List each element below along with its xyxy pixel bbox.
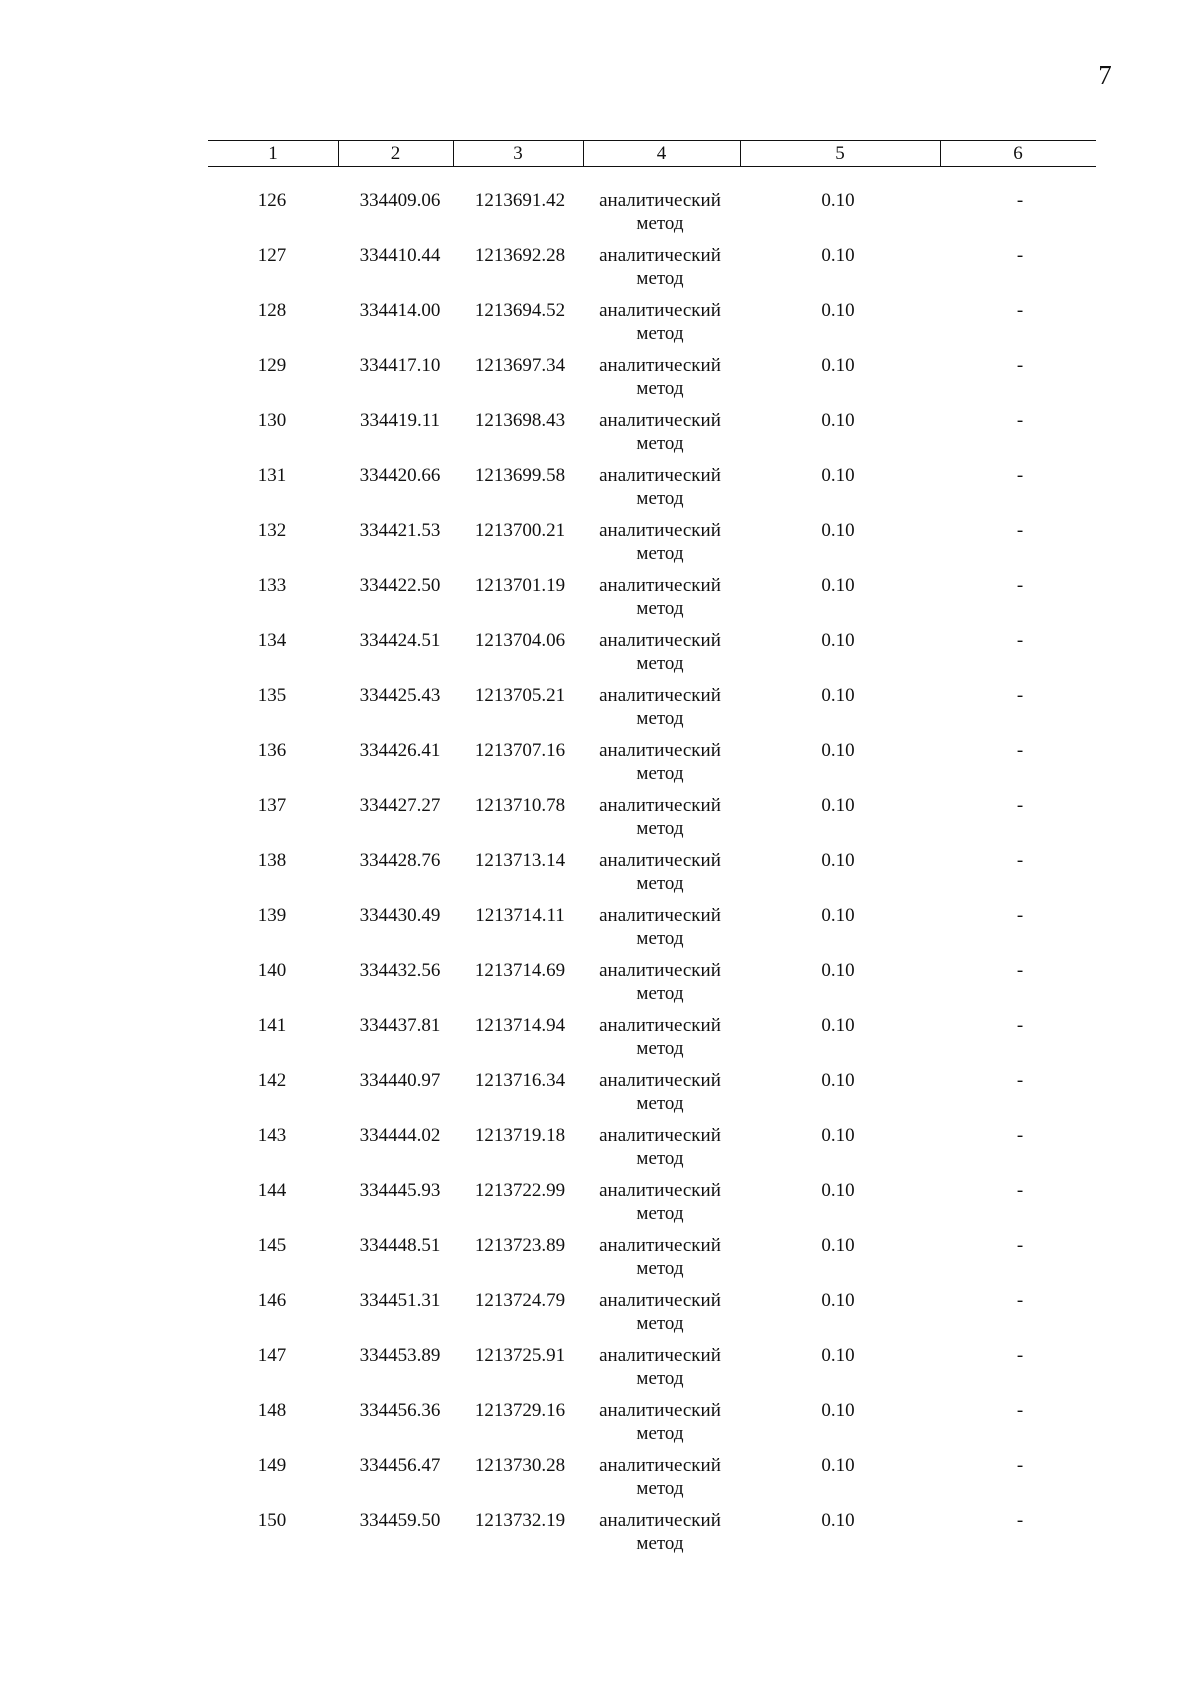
determination-method — [580, 1509, 740, 1555]
y-coordinate: 1213725.91 — [474, 1345, 566, 1366]
determination-method — [580, 904, 740, 950]
y-coordinate: 1213714.94 — [474, 1015, 566, 1036]
y-coordinate: 1213694.52 — [474, 300, 566, 321]
x-coordinate: 334428.76 — [359, 850, 441, 871]
note-value: - — [1016, 1400, 1024, 1421]
method-line-2: метод — [636, 1203, 684, 1224]
determination-method — [580, 794, 740, 840]
determination-method — [580, 1179, 740, 1225]
x-coordinate: 334445.93 — [359, 1180, 441, 1201]
method-line-1: аналитический — [599, 1345, 721, 1366]
point-number: 130 — [257, 410, 287, 431]
table-row — [0, 1509, 1200, 1564]
precision-value: 0.10 — [821, 740, 855, 761]
note-value: - — [1016, 520, 1024, 541]
method-line-1: аналитический — [599, 1290, 721, 1311]
point-number: 132 — [257, 520, 287, 541]
note-value: - — [1016, 1070, 1024, 1091]
table-row — [0, 1014, 1200, 1069]
x-coordinate: 334410.44 — [359, 245, 441, 266]
method-line-2: метод — [636, 983, 684, 1004]
precision-value: 0.10 — [821, 575, 855, 596]
determination-method — [580, 684, 740, 730]
column-header-2: 2 — [390, 143, 401, 164]
y-coordinate: 1213691.42 — [474, 190, 566, 211]
method-line-1: аналитический — [599, 1510, 721, 1531]
y-coordinate: 1213705.21 — [474, 685, 566, 706]
table-row — [0, 739, 1200, 794]
table-row — [0, 1399, 1200, 1454]
note-value: - — [1016, 1015, 1024, 1036]
determination-method — [580, 1234, 740, 1280]
note-value: - — [1016, 410, 1024, 431]
point-number: 127 — [257, 245, 287, 266]
method-line-2: метод — [636, 433, 684, 454]
point-number: 142 — [257, 1070, 287, 1091]
point-number: 138 — [257, 850, 287, 871]
x-coordinate: 334440.97 — [359, 1070, 441, 1091]
determination-method — [580, 354, 740, 400]
method-line-1: аналитический — [599, 1070, 721, 1091]
y-coordinate: 1213697.34 — [474, 355, 566, 376]
determination-method — [580, 1454, 740, 1500]
determination-method — [580, 1014, 740, 1060]
point-number: 144 — [257, 1180, 287, 1201]
point-number: 131 — [257, 465, 287, 486]
method-line-2: метод — [636, 873, 684, 894]
precision-value: 0.10 — [821, 905, 855, 926]
method-line-1: аналитический — [599, 1180, 721, 1201]
note-value: - — [1016, 190, 1024, 211]
precision-value: 0.10 — [821, 465, 855, 486]
point-number: 128 — [257, 300, 287, 321]
table-row — [0, 354, 1200, 409]
note-value: - — [1016, 1125, 1024, 1146]
point-number: 134 — [257, 630, 287, 651]
method-line-2: метод — [636, 1533, 684, 1554]
note-value: - — [1016, 1345, 1024, 1366]
table-row — [0, 189, 1200, 244]
method-line-2: метод — [636, 818, 684, 839]
precision-value: 0.10 — [821, 850, 855, 871]
determination-method — [580, 739, 740, 785]
x-coordinate: 334421.53 — [359, 520, 441, 541]
x-coordinate: 334444.02 — [359, 1125, 441, 1146]
point-number: 126 — [257, 190, 287, 211]
precision-value: 0.10 — [821, 1235, 855, 1256]
table-row — [0, 464, 1200, 519]
table-row — [0, 1344, 1200, 1399]
y-coordinate: 1213723.89 — [474, 1235, 566, 1256]
precision-value: 0.10 — [821, 1290, 855, 1311]
precision-value: 0.10 — [821, 190, 855, 211]
table-row — [0, 244, 1200, 299]
precision-value: 0.10 — [821, 1455, 855, 1476]
method-line-1: аналитический — [599, 520, 721, 541]
precision-value: 0.10 — [821, 1070, 855, 1091]
y-coordinate: 1213729.16 — [474, 1400, 566, 1421]
method-line-1: аналитический — [599, 1400, 721, 1421]
x-coordinate: 334427.27 — [359, 795, 441, 816]
y-coordinate: 1213692.28 — [474, 245, 566, 266]
method-line-2: метод — [636, 488, 684, 509]
note-value: - — [1016, 630, 1024, 651]
y-coordinate: 1213716.34 — [474, 1070, 566, 1091]
method-line-2: метод — [636, 268, 684, 289]
point-number: 129 — [257, 355, 287, 376]
column-header-6: 6 — [1013, 143, 1023, 164]
table-row — [0, 904, 1200, 959]
point-number: 148 — [257, 1400, 287, 1421]
y-coordinate: 1213713.14 — [474, 850, 566, 871]
method-line-1: аналитический — [599, 905, 721, 926]
method-line-1: аналитический — [599, 300, 721, 321]
method-line-1: аналитический — [599, 850, 721, 871]
method-line-2: метод — [636, 1313, 684, 1334]
column-header-5: 5 — [835, 143, 845, 164]
x-coordinate: 334453.89 — [359, 1345, 441, 1366]
determination-method — [580, 1344, 740, 1390]
method-line-2: метод — [636, 1038, 684, 1059]
precision-value: 0.10 — [821, 1345, 855, 1366]
table-body — [0, 189, 1200, 1564]
method-line-1: аналитический — [599, 245, 721, 266]
precision-value: 0.10 — [821, 960, 855, 981]
note-value: - — [1016, 685, 1024, 706]
table-row — [0, 519, 1200, 574]
x-coordinate: 334417.10 — [359, 355, 441, 376]
determination-method — [580, 959, 740, 1005]
determination-method — [580, 1289, 740, 1335]
table-row — [0, 794, 1200, 849]
note-value: - — [1016, 355, 1024, 376]
point-number: 149 — [257, 1455, 287, 1476]
x-coordinate: 334448.51 — [359, 1235, 441, 1256]
determination-method — [580, 299, 740, 345]
precision-value: 0.10 — [821, 300, 855, 321]
table-row — [0, 1179, 1200, 1234]
method-line-2: метод — [636, 1423, 684, 1444]
note-value: - — [1016, 795, 1024, 816]
note-value: - — [1016, 1290, 1024, 1311]
y-coordinate: 1213732.19 — [474, 1510, 566, 1531]
precision-value: 0.10 — [821, 1015, 855, 1036]
x-coordinate: 334456.47 — [359, 1455, 441, 1476]
determination-method — [580, 1399, 740, 1445]
point-number: 137 — [257, 795, 287, 816]
determination-method — [580, 189, 740, 235]
table-row — [0, 959, 1200, 1014]
x-coordinate: 334432.56 — [359, 960, 441, 981]
point-number: 139 — [257, 905, 287, 926]
determination-method — [580, 849, 740, 895]
precision-value: 0.10 — [821, 1510, 855, 1531]
x-coordinate: 334424.51 — [359, 630, 441, 651]
method-line-2: метод — [636, 1368, 684, 1389]
y-coordinate: 1213701.19 — [474, 575, 566, 596]
point-number: 143 — [257, 1125, 287, 1146]
method-line-2: метод — [636, 1478, 684, 1499]
determination-method — [580, 519, 740, 565]
note-value: - — [1016, 905, 1024, 926]
x-coordinate: 334456.36 — [359, 1400, 441, 1421]
x-coordinate: 334426.41 — [359, 740, 441, 761]
y-coordinate: 1213719.18 — [474, 1125, 566, 1146]
point-number: 145 — [257, 1235, 287, 1256]
determination-method — [580, 629, 740, 675]
point-number: 141 — [257, 1015, 287, 1036]
determination-method — [580, 574, 740, 620]
y-coordinate: 1213724.79 — [474, 1290, 566, 1311]
determination-method — [580, 244, 740, 290]
precision-value: 0.10 — [821, 355, 855, 376]
note-value: - — [1016, 1235, 1024, 1256]
x-coordinate: 334419.11 — [359, 410, 441, 431]
point-number: 150 — [257, 1510, 287, 1531]
method-line-1: аналитический — [599, 630, 721, 651]
method-line-2: метод — [636, 1258, 684, 1279]
point-number: 133 — [257, 575, 287, 596]
method-line-2: метод — [636, 598, 684, 619]
method-line-1: аналитический — [599, 740, 721, 761]
note-value: - — [1016, 300, 1024, 321]
point-number: 147 — [257, 1345, 287, 1366]
column-header-1: 1 — [268, 143, 278, 164]
note-value: - — [1016, 1510, 1024, 1531]
determination-method — [580, 464, 740, 510]
method-line-2: метод — [636, 378, 684, 399]
column-header-4: 4 — [656, 143, 667, 164]
table-row — [0, 1124, 1200, 1179]
method-line-1: аналитический — [599, 190, 721, 211]
note-value: - — [1016, 1180, 1024, 1201]
y-coordinate: 1213714.69 — [474, 960, 566, 981]
note-value: - — [1016, 740, 1024, 761]
method-line-1: аналитический — [599, 465, 721, 486]
x-coordinate: 334422.50 — [359, 575, 441, 596]
y-coordinate: 1213722.99 — [474, 1180, 566, 1201]
point-number: 140 — [257, 960, 287, 981]
table-row — [0, 299, 1200, 354]
page-number: 7 — [1098, 60, 1112, 90]
y-coordinate: 1213700.21 — [474, 520, 566, 541]
x-coordinate: 334459.50 — [359, 1510, 441, 1531]
point-number: 136 — [257, 740, 287, 761]
note-value: - — [1016, 960, 1024, 981]
method-line-1: аналитический — [599, 1125, 721, 1146]
table-row — [0, 684, 1200, 739]
method-line-2: метод — [636, 213, 684, 234]
method-line-1: аналитический — [599, 795, 721, 816]
method-line-1: аналитический — [599, 410, 721, 431]
note-value: - — [1016, 850, 1024, 871]
x-coordinate: 334437.81 — [359, 1015, 441, 1036]
method-line-1: аналитический — [599, 685, 721, 706]
method-line-2: метод — [636, 1093, 684, 1114]
table-header — [208, 140, 1096, 167]
method-line-2: метод — [636, 928, 684, 949]
table-row — [0, 849, 1200, 904]
table-row — [0, 629, 1200, 684]
table-row — [0, 409, 1200, 464]
determination-method — [580, 409, 740, 455]
y-coordinate: 1213710.78 — [474, 795, 566, 816]
x-coordinate: 334414.00 — [359, 300, 441, 321]
precision-value: 0.10 — [821, 1125, 855, 1146]
method-line-2: метод — [636, 1148, 684, 1169]
precision-value: 0.10 — [821, 410, 855, 431]
precision-value: 0.10 — [821, 520, 855, 541]
precision-value: 0.10 — [821, 1180, 855, 1201]
note-value: - — [1016, 245, 1024, 266]
method-line-1: аналитический — [599, 575, 721, 596]
table-row — [0, 1069, 1200, 1124]
x-coordinate: 334420.66 — [359, 465, 441, 486]
table-row — [0, 1289, 1200, 1344]
determination-method — [580, 1069, 740, 1115]
table-row — [0, 574, 1200, 629]
precision-value: 0.10 — [821, 1400, 855, 1421]
x-coordinate: 334409.06 — [359, 190, 441, 211]
note-value: - — [1016, 465, 1024, 486]
point-number: 135 — [257, 685, 287, 706]
determination-method — [580, 1124, 740, 1170]
precision-value: 0.10 — [821, 630, 855, 651]
table-row — [0, 1234, 1200, 1289]
method-line-2: метод — [636, 323, 684, 344]
table-row — [0, 1454, 1200, 1509]
method-line-1: аналитический — [599, 1455, 721, 1476]
method-line-2: метод — [636, 653, 684, 674]
method-line-2: метод — [636, 708, 684, 729]
precision-value: 0.10 — [821, 245, 855, 266]
x-coordinate: 334425.43 — [359, 685, 441, 706]
y-coordinate: 1213730.28 — [474, 1455, 566, 1476]
method-line-2: метод — [636, 543, 684, 564]
precision-value: 0.10 — [821, 685, 855, 706]
y-coordinate: 1213699.58 — [474, 465, 566, 486]
column-header-3: 3 — [513, 143, 523, 164]
note-value: - — [1016, 1455, 1024, 1476]
method-line-1: аналитический — [599, 1015, 721, 1036]
precision-value: 0.10 — [821, 795, 855, 816]
method-line-1: аналитический — [599, 960, 721, 981]
point-number: 146 — [257, 1290, 287, 1311]
note-value: - — [1016, 575, 1024, 596]
y-coordinate: 1213698.43 — [474, 410, 566, 431]
method-line-1: аналитический — [599, 1235, 721, 1256]
y-coordinate: 1213704.06 — [474, 630, 566, 651]
x-coordinate: 334451.31 — [359, 1290, 441, 1311]
method-line-1: аналитический — [599, 355, 721, 376]
y-coordinate: 1213707.16 — [474, 740, 566, 761]
x-coordinate: 334430.49 — [359, 905, 441, 926]
method-line-2: метод — [636, 763, 684, 784]
y-coordinate: 1213714.11 — [475, 905, 565, 926]
